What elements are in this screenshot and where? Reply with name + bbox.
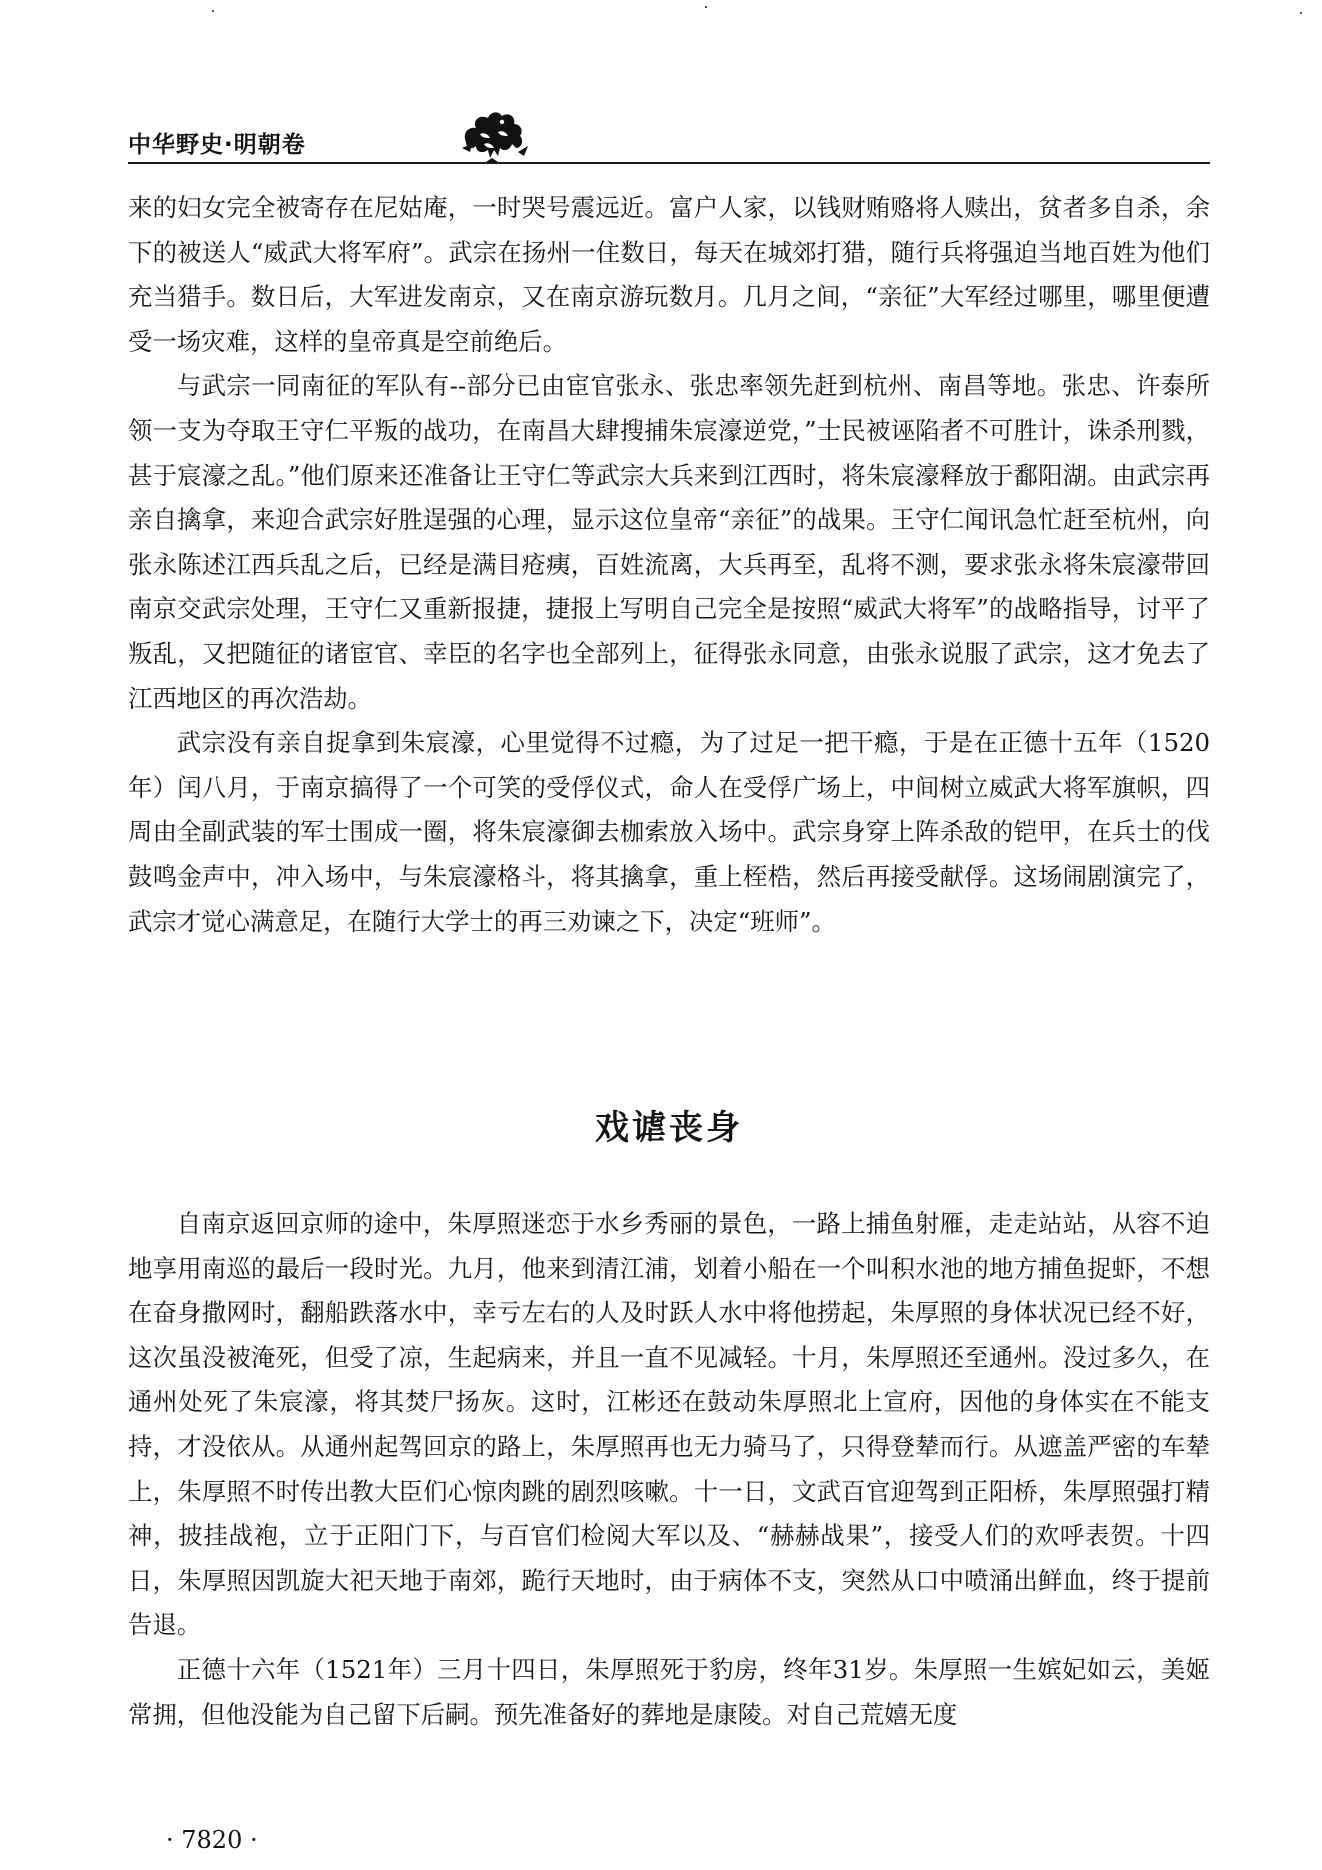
- scan-speck: [705, 6, 707, 8]
- paragraph: 自南京返回京师的途中，朱厚照迷恋于水乡秀丽的景色，一路上捕鱼射雁，走走站站，从容不迫地享用南巡的最后一段时光。九月，他来到清江浦，划着小船在一个叫积水池的地方捕鱼捉虾，不想在奋身撒网时，翻船跌落水中，幸亏左右的人及时跃人水中将他捞起，朱厚照的身体状况已经不好，这次虽没被淹死，但受了凉，生起病来，并且一直不见减轻。十月，朱厚照还至通州。没过多久，在通州处死了朱宸濠，将其焚尸扬灰。这时，江彬还在鼓动朱厚照北上宣府，因他的身体实在不能支持，才没依从。从通州起驾回京的路上，朱厚照再也无力骑马了，只得登辇而行。从遮盖严密的车辇上，朱厚照不时传出教大臣们心惊肉跳的剧烈咳嗽。十一日，文武百官迎驾到正阳桥，朱厚照强打精神，披挂战袍，立于正阳门下，与百官们检阅大军以及、“赫赫战果”，接受人们的欢呼表贺。十四日，朱厚照因凯旋大祀天地于南郊，跪行天地时，由于病体不支，突然从口中喷涌出鲜血，终于提前告退。: [128, 1209, 1210, 1640]
- dragon-emblem-icon: [458, 108, 530, 164]
- paragraph: 与武宗一同南征的军队有--部分已由宦官张永、张忠率领先赶到杭州、南昌等地。张忠、许泰所领一支为夺取王守仁平叛的战功，在南昌大肆搜捕朱宸濠逆党，”士民被诬陷者不可胜计，诛杀刑戮，甚于宸濠之乱。”他们原来还准备让王守仁等武宗大兵来到江西时，将朱宸濠释放于鄱阳湖。由武宗再亲自擒拿，来迎合武宗好胜逞强的心理，显示这位皇帝“亲征”的战果。王守仁闻讯急忙赶至杭州，向张永陈述江西兵乱之后，已经是满目疮痍，百姓流离，大兵再至，乱将不测，要求张永将朱宸濠带回南京交武宗处理，王守仁又重新报捷，捷报上写明自己完全是按照“威武大将军”的战略指导，讨平了叛乱，又把随征的诸宦官、幸臣的名字也全部列上，征得张永同意，由张永说服了武宗，这才免去了江西地区的再次浩劫。: [128, 371, 1210, 713]
- section-2-text: [128, 1202, 1210, 1737]
- book-title: 中华野史·明朝卷: [128, 132, 306, 158]
- scan-speck: [212, 10, 214, 12]
- scan-speck: [1300, 12, 1302, 14]
- running-header: [128, 108, 1208, 168]
- section-1-text: [128, 186, 1210, 944]
- paragraph: 正德十六年（1521年）三月十四日，朱厚照死于豹房，终年31岁。朱厚照一生嫔妃如云，美姬常拥，但他没能为自己留下后嗣。预先准备好的葬地是康陵。对自己荒嬉无度: [128, 1654, 1210, 1729]
- paragraph: 来的妇女完全被寄存在尼姑庵，一时哭号震远近。富户人家，以钱财贿赂将人赎出，贫者多自杀，余下的被送人“威武大将军府”。武宗在扬州一住数日，每天在城郊打猎，随行兵将强迫当地百姓为他们充当猎手。数日后，大军进发南京，又在南京游玩数月。几月之间，“亲征”大军经过哪里，哪里便遭受一场灾难，这样的皇帝真是空前绝后。: [128, 193, 1210, 356]
- section-title: 戏谑丧身: [595, 1108, 743, 1148]
- page-number: · 7820 ·: [166, 1826, 258, 1854]
- header-rule: [128, 162, 1210, 164]
- paragraph: 武宗没有亲自捉拿到朱宸濠，心里觉得不过瘾，为了过足一把干瘾，于是在正德十五年（1520年）闰八月，于南京搞得了一个可笑的受俘仪式，命人在受俘广场上，中间树立威武大将军旗帜，四周由全副武装的军士围成一圈，将朱宸濠御去枷索放入场中。武宗身穿上阵杀敌的铠甲，在兵士的伐鼓鸣金声中，冲入场中，与朱宸濠格斗，将其擒拿，重上桎梏，然后再接受献俘。这场闹剧演完了，武宗才觉心满意足，在随行大学士的再三劝谏之下，决定“班师”。: [128, 728, 1210, 936]
